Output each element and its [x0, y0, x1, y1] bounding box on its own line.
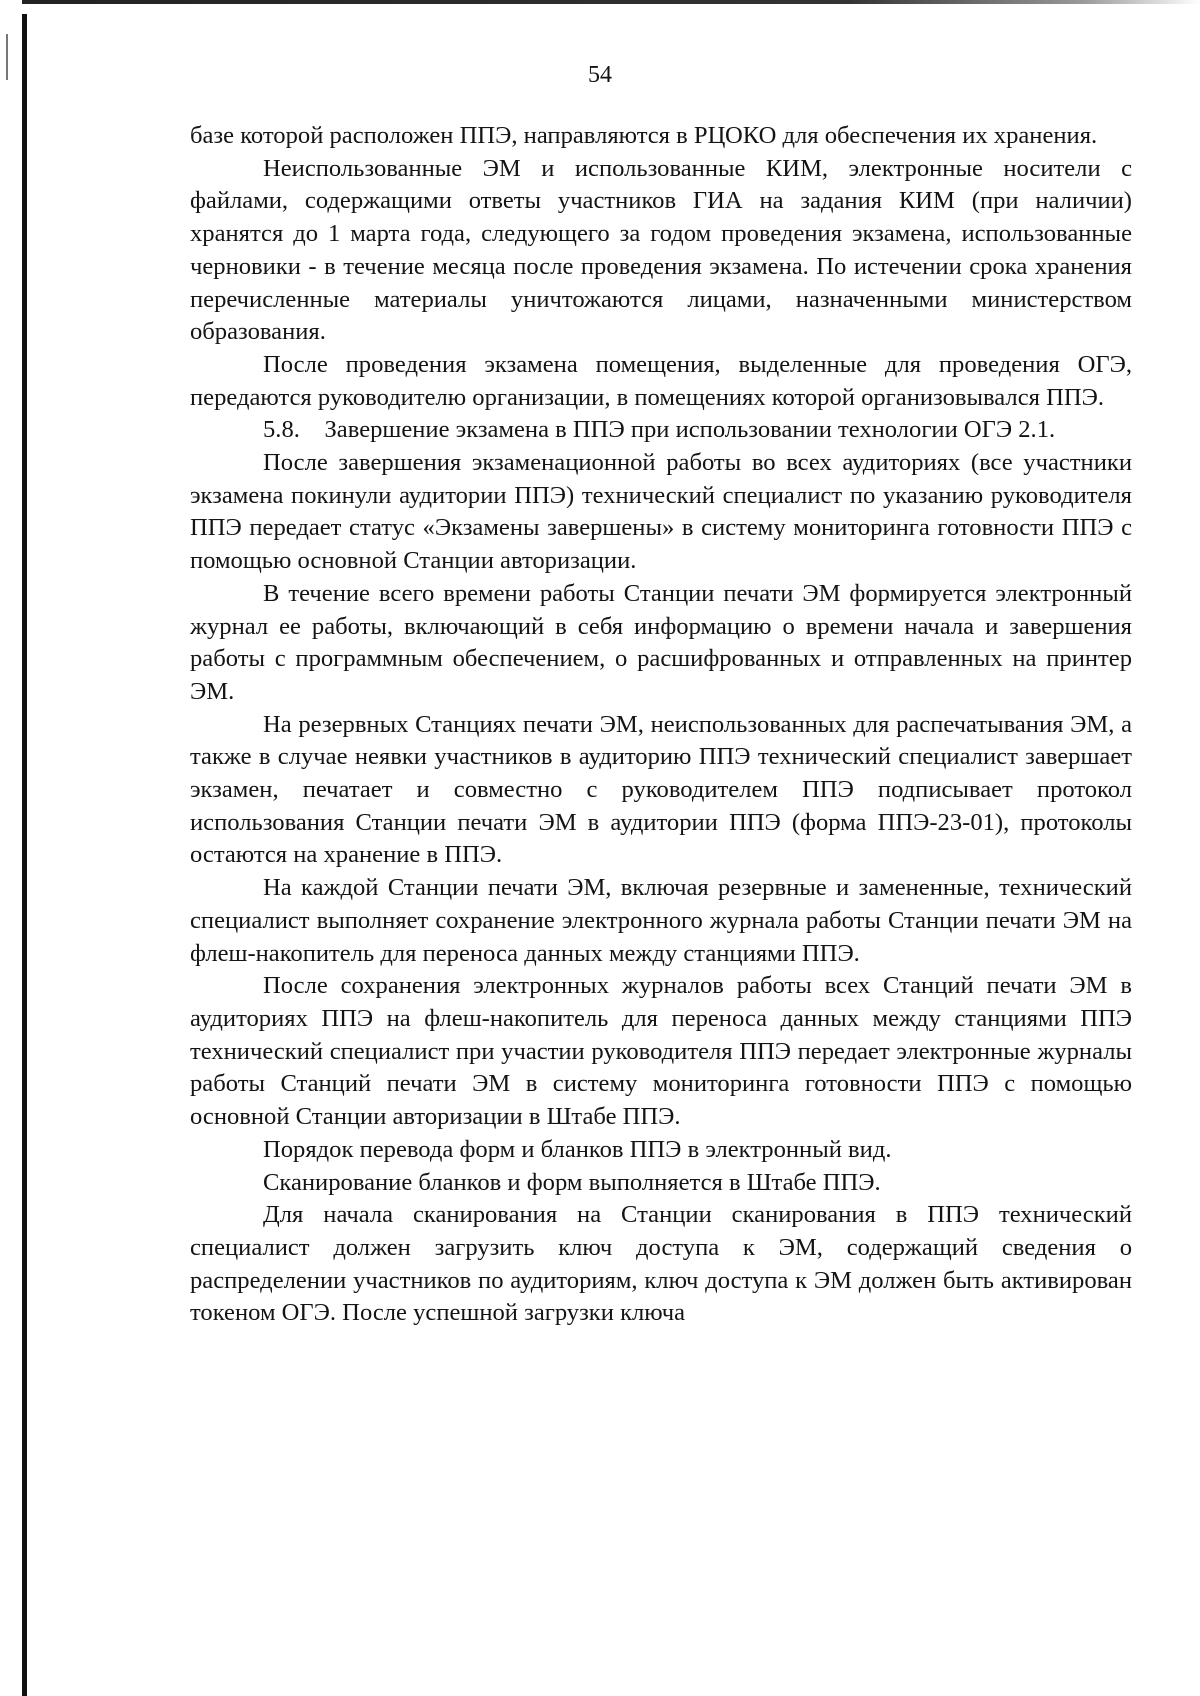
paragraph-save-journal: На каждой Станции печати ЭМ, включая резервные и замененные, технический специалист выполняет сохранение электронного журнала работы Станции печати ЭМ на флеш-накопитель для переноса данных между станциями ППЭ. — [190, 874, 1132, 967]
scan-edge-left — [22, 14, 27, 1696]
scan-edge-top — [22, 0, 1200, 4]
paragraph-scanning-location: Сканирование бланков и форм выполняется в Штабе ППЭ. — [263, 1168, 881, 1196]
paragraph-conversion-procedure: Порядок перевода форм и бланков ППЭ в электронный вид. — [263, 1135, 892, 1163]
section-heading-5-8: 5.8. Завершение экзамена в ППЭ при использовании технологии ОГЭ 2.1. — [263, 416, 1056, 444]
paragraph-rooms-handover: После проведения экзамена помещения, выделенные для проведения ОГЭ, передаются руководителю организации, в помещениях которой организовывался ППЭ. — [190, 350, 1132, 411]
paragraph-print-station-log: В течение всего времени работы Станции печати ЭМ формируется электронный журнал ее работы, включающий в себя информацию о времени начала и завершения работы с программным обеспечением, о расшифрованных и отправленных на принтер ЭМ. — [190, 579, 1132, 705]
paragraph-transfer-journals: После сохранения электронных журналов работы всех Станций печати ЭМ в аудиториях ППЭ на флеш-накопитель для переноса данных между станциями ППЭ технический специалист при участии руководителя ППЭ передает электронные журналы работы Станций печати ЭМ в систему мониторинга готовности ППЭ с помощью основной Станции авторизации в Штабе ППЭ. — [190, 972, 1132, 1131]
paragraph-scanning-start: Для начала сканирования на Станции сканирования в ППЭ технический специалист должен загрузить ключ доступа к ЭМ, содержащий сведения о распределении участников по аудиториям, ключ доступа к ЭМ должен быть активирован токеном ОГЭ. После успешной загрузки ключа — [190, 1201, 1132, 1327]
paragraph-unused-materials-storage: Неиспользованные ЭМ и использованные КИМ, электронные носители с файлами, содержащими ответы участников ГИА на задания КИМ (при наличии) хранятся до 1 марта года, следующего за годом проведения экзамена, использованные черновики - в течение месяца после проведения экзамена. По истечении срока хранения перечисленные материалы уничтожаются лицами, назначенными министерством образования. — [190, 154, 1132, 346]
paragraph-continuation: базе которой расположен ППЭ, направляются в РЦОКО для обеспечения их хранения. — [190, 122, 1098, 149]
document-body — [190, 120, 1132, 1330]
page-number: 54 — [588, 62, 612, 88]
paragraph-exam-completed-status: После завершения экзаменационной работы во всех аудиториях (все участники экзамена покинули аудитории ППЭ) технический специалист по указанию руководителя ППЭ передает статус «Экзамены завершены» в систему мониторинга готовности ППЭ с помощью основной Станции авторизации. — [190, 449, 1132, 575]
paragraph-reserve-stations: На резервных Станциях печати ЭМ, неиспользованных для распечатывания ЭМ, а также в случае неявки участников в аудиторию ППЭ технический специалист завершает экзамен, печатает и совместно с руководителем ППЭ подписывает протокол использования Станции печати ЭМ в аудитории ППЭ (форма ППЭ-23-01), протоколы остаются на хранение в ППЭ. — [190, 710, 1132, 869]
